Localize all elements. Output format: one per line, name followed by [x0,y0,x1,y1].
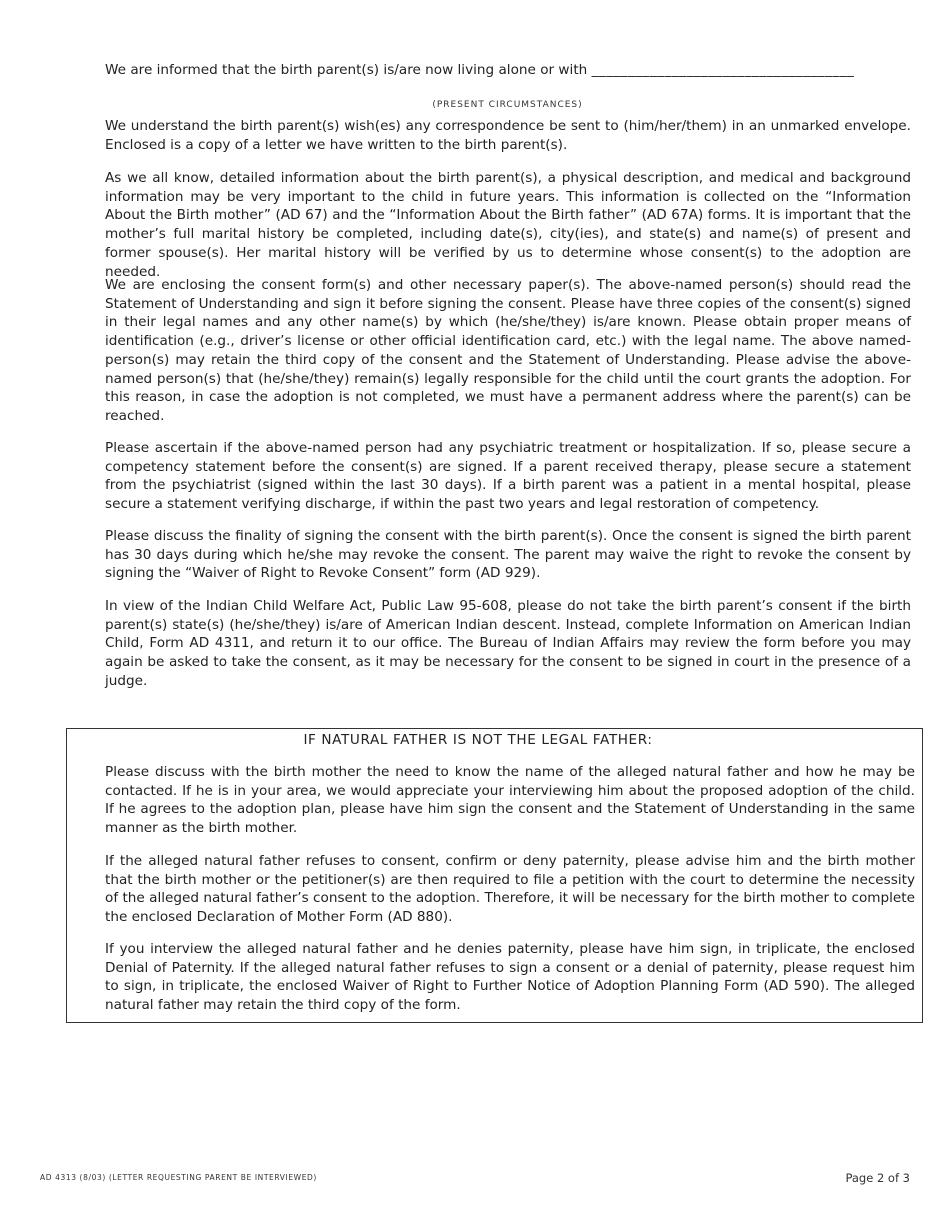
paragraph-indian-child-welfare: In view of the Indian Child Welfare Act, Public Law 95-608, please do not take the birth parent’s consent if the birth parent(s) state(s) (he/she/they) is/are of American Indian descent. Instead, complete Information on American Indian Child, Form AD 4311, and return it to our office. The Bureau of Indian Affairs may review the form before you may again be asked to take the consent, as it may be necessary for the consent to be signed in court in the presence of a judge. [105,598,911,689]
paragraph-correspondence: We understand the birth parent(s) wish(es) any correspondence be sent to (him/her/them) in an unmarked envelope. Enclosed is a copy of a letter we have written to the birth parent(s). [105,118,911,153]
form-identifier: AD 4313 (8/03) (LETTER REQUESTING PARENT BE INTERVIEWED) [40,1173,317,1182]
paragraph-psychiatric: Please ascertain if the above-named person had any psychiatric treatment or hospitalization. If so, please secure a competency statement before the consent(s) are signed. If a parent received therapy, please secure a statement from the psychiatrist (signed within the last 30 days). If a birth parent was a patient in a mental hospital, please secure a statement verifying discharge, if within the past two years and legal restoration of competency. [105,440,911,513]
natural-father-heading: IF NATURAL FATHER IS NOT THE LEGAL FATHER: [303,732,653,748]
living-situation-line [105,61,910,79]
paragraph-consent-forms: We are enclosing the consent form(s) and other necessary paper(s). The above-named person(s) should read the Statement of Understanding and sign it before signing the consent. Please have three copies of the consent(s) signed in their legal names and any other name(s) by which (he/she/they) is/are known. Please obtain proper means of identification (e.g., driver’s license or other official identification card, etc.) with the legal name. The above named-person(s) may retain the third copy of the consent and the Statement of Understanding. Please advise the above-named person(s) that (he/she/they) remain(s) legally responsible for the child until the court grants the adoption. For this reason, in case the adoption is not completed, we must have a permanent address where the parent(s) can be reached. [105,277,911,424]
living-situation-text: We are informed that the birth parent(s) is/are now living alone or with [105,62,588,78]
paragraph-denial-of-paternity: If you interview the alleged natural father and he denies paternity, please have him sign, in triplicate, the enclosed Denial of Paternity. If the alleged natural father refuses to sign a consent or a denial of paternity, please request him to sign, in triplicate, the enclosed Waiver of Right to Further Notice of Adoption Planning Form (AD 590). The alleged natural father may retain the third copy of the form. [105,941,915,1014]
natural-father-section [66,728,923,1023]
paragraph-finality: Please discuss the finality of signing the consent with the birth parent(s). Once the consent is signed the birth parent has 30 days during which he/she may revoke the consent. The parent may waive the right to revoke the consent by signing the “Waiver of Right to Revoke Consent” form (AD 929). [105,528,911,582]
paragraph-background-info: As we all know, detailed information about the birth parent(s), a physical description, and medical and background information may be very important to the child in future years. This information is collected on the “Information About the Birth mother” (AD 67) and the “Information About the Birth father” (AD 67A) forms. It is important that the mother’s full marital history be completed, including date(s), city(ies), and state(s) and name(s) of present and former spouse(s). Her marital history will be verified by us to determine whose consent(s) to the adoption are needed. [105,170,911,280]
present-circumstances-caption: (PRESENT CIRCUMSTANCES) [432,100,583,110]
paragraph-alleged-father-contact: Please discuss with the birth mother the need to know the name of the alleged natural father and how he may be contacted. If he is in your area, we would appreciate your interviewing him about the proposed adoption of the child. If he agrees to the adoption plan, please have him sign the consent and the Statement of Understanding in the same manner as the birth mother. [105,764,915,837]
page-number: Page 2 of 3 [845,1171,910,1185]
paragraph-alleged-father-refuses: If the alleged natural father refuses to consent, confirm or deny paternity, please advise him and the birth mother that the birth mother or the petitioner(s) are then required to file a petition with the court to determine the necessity of the alleged natural father’s consent to the adoption. Therefore, it will be necessary for the birth mother to complete the enclosed Declaration of Mother Form (AD 880). [105,853,915,926]
living-situation-blank: ____________________________________ [591,62,855,78]
